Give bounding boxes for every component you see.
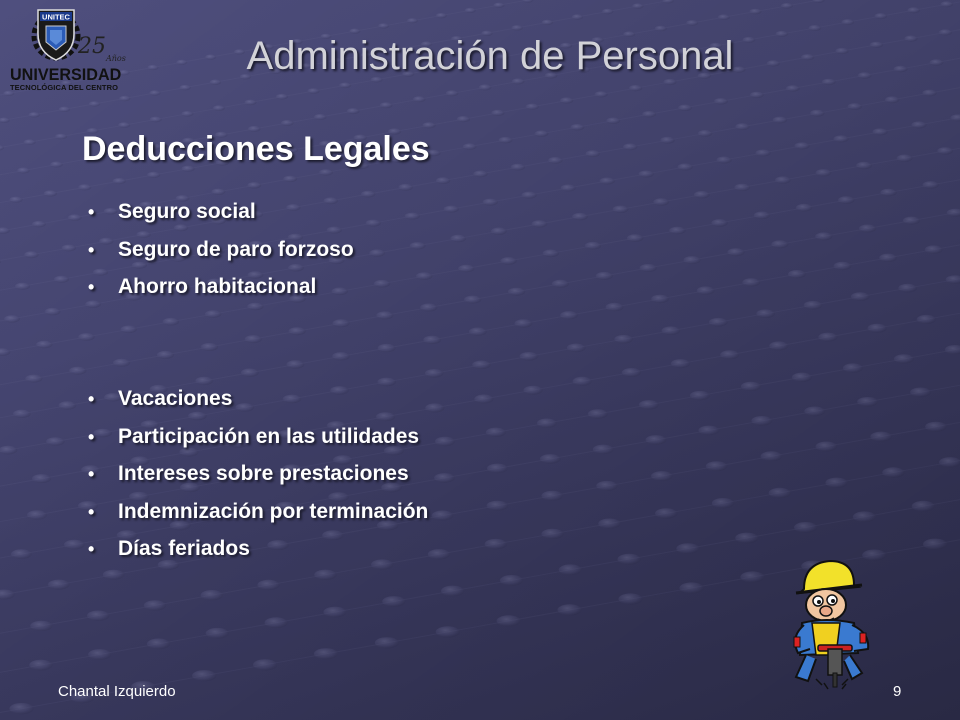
logo-anniversary-sub: Años [106, 54, 126, 63]
bullet-icon: • [88, 464, 95, 484]
list-item [84, 238, 354, 276]
list-item-text: Participación en las utilidades [118, 424, 420, 448]
list-item [84, 200, 354, 238]
list-item [84, 275, 354, 313]
logo-text [10, 66, 120, 92]
list-item-text: Indemnización por terminación [118, 499, 429, 523]
list-item-text: Días feriados [118, 537, 250, 560]
bullet-icon: • [88, 202, 95, 222]
page-number: 9 [893, 683, 902, 700]
footer-author: Chantal Izquierdo [58, 683, 176, 700]
university-logo [4, 2, 126, 98]
list-item [84, 462, 428, 500]
list-item [84, 537, 428, 575]
logo-anniversary: 25 [78, 34, 106, 59]
list-item [84, 500, 428, 538]
list-item [84, 425, 428, 463]
list-item-text: Intereses sobre prestaciones [118, 462, 409, 485]
bullet-icon: • [88, 389, 95, 409]
logo-subname: TECNOLÓGICA DEL CENTRO [10, 83, 119, 92]
bullet-icon: • [88, 501, 95, 522]
list-item-text: Seguro de paro forzoso [118, 237, 354, 261]
slide-title: Administración de Personal [246, 34, 734, 78]
list-item-text: Seguro social [118, 200, 256, 223]
bullet-icon: • [88, 239, 95, 260]
svg-text:UNITEC: UNITEC [42, 12, 70, 22]
bullet-icon: • [88, 277, 95, 297]
bullet-icon: • [88, 539, 95, 559]
list-item [84, 387, 428, 425]
deductions-list-b [84, 387, 428, 575]
list-item-text: Ahorro habitacional [118, 275, 317, 298]
logo-name: UNIVERSIDAD [10, 65, 122, 84]
deductions-list-a [84, 200, 354, 313]
bullet-icon: • [88, 426, 95, 447]
list-item-text: Vacaciones [118, 387, 233, 410]
construction-worker-clipart [782, 553, 902, 693]
slide-subtitle: Deducciones Legales [82, 130, 430, 168]
